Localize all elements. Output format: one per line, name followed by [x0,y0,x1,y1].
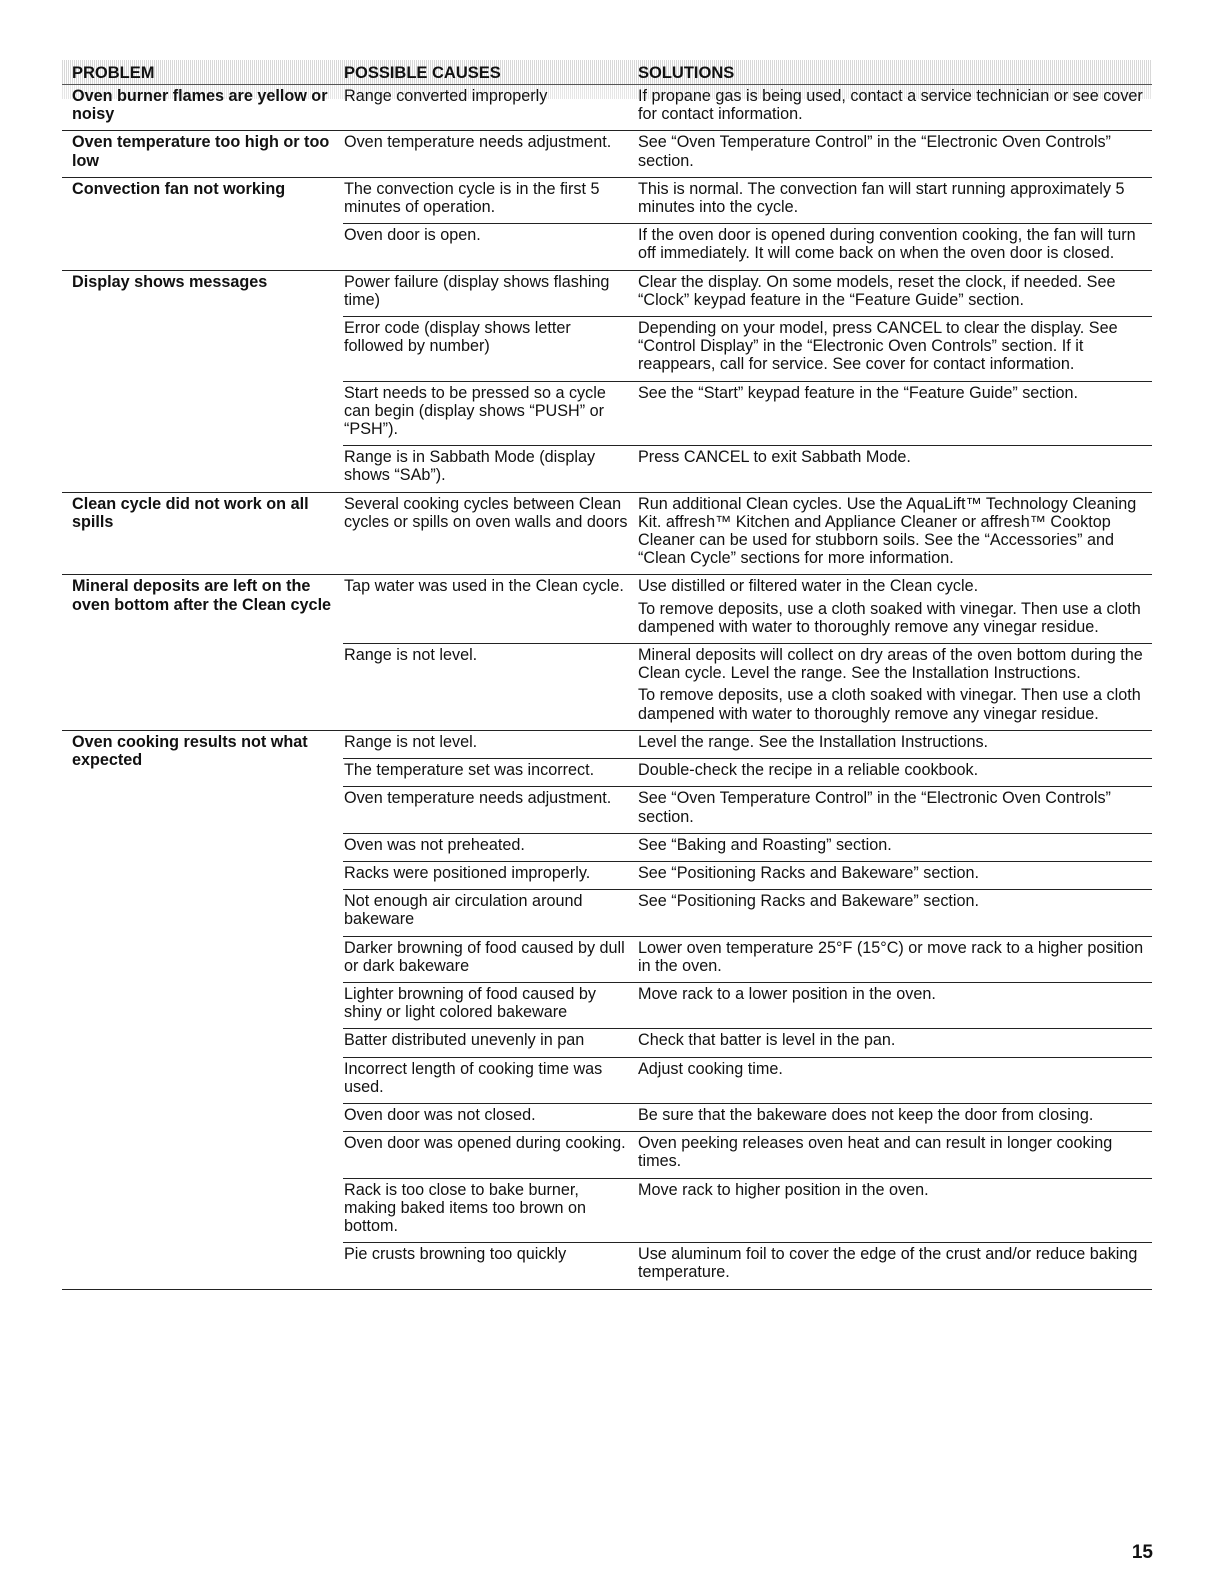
table-row [343,493,1152,575]
cause-cell: The convection cycle is in the first 5 minutes of operation. [344,179,600,217]
solution-cell [638,761,1152,779]
cause-rows [343,493,1152,575]
problem-cell: Mineral deposits are left on the oven bottom after the Clean cycle [72,577,332,614]
solution-cell [638,733,1152,751]
cause-cell: Error code (display shows letter followed by number) [344,319,571,356]
solution-cell [638,273,1152,309]
cause-cell: Tap water was used in the Clean cycle. [344,577,624,596]
cause-cell: Oven door was not closed. [344,1105,536,1124]
solution-text: Press CANCEL to exit Sabbath Mode. [638,448,911,467]
cause-rows [343,131,1152,176]
solution-text: Double-check the recipe in a reliable cookbook. [638,761,979,780]
solution-text: Oven peeking releases oven heat and can result in longer cooking times. [638,1134,1113,1171]
solution-text: Check that batter is level in the pan. [638,1031,896,1050]
solution-text: To remove deposits, use a cloth soaked with vinegar. Then use a cloth dampened with water to thoroughly remove any vinegar residue. [638,599,1141,636]
cause-cell: Not enough air circulation around bakeware [344,892,583,929]
solution-text: Level the range. See the Installation Instructions. [638,732,989,751]
table-row [343,223,1152,269]
solution-text: Adjust cooking time. [638,1059,783,1078]
solution-cell [638,1181,1152,1236]
table-row [343,786,1152,832]
cause-rows [343,575,1152,729]
cause-cell: Oven temperature needs adjustment. [344,789,612,808]
table-row [343,731,1152,758]
solution-cell [638,1245,1152,1281]
solution-text: To remove deposits, use a cloth soaked with vinegar. Then use a cloth dampened with water to thoroughly remove any vinegar residue. [638,686,1141,723]
problem-cell: Display shows messages [72,272,268,291]
problem-group [62,131,1152,177]
solution-cell [638,448,1152,484]
table-row [343,982,1152,1028]
solution-text: See “Baking and Roasting” section. [638,835,892,854]
cause-cell: Pie crusts browning too quickly [344,1245,567,1264]
solution-text: Mineral deposits will collect on dry areas of the oven bottom during the Clean cycle. Level the range. See the Installation Instructions. [638,646,1143,683]
cause-cell: Several cooking cycles between Clean cycles or spills on oven walls and doors [344,494,628,531]
solution-cell [638,319,1152,374]
solution-cell [638,495,1152,568]
problem-group [62,85,1152,131]
table-row [343,1057,1152,1103]
problem-cell: Convection fan not working [72,179,286,198]
cause-cell: Batter distributed unevenly in pan [344,1031,585,1050]
cause-cell: Darker browning of food caused by dull or dark bakeware [344,938,625,975]
cause-cell: The temperature set was incorrect. [344,761,595,780]
solution-cell [638,939,1152,975]
table-row [343,1178,1152,1243]
table-row [343,381,1152,446]
problem-cell: Oven burner flames are yellow or noisy [72,87,328,124]
problem-cell: Oven cooking results not what expected [72,732,308,770]
cause-rows [343,731,1152,1289]
cause-cell: Oven door was opened during cooking. [344,1134,626,1153]
cause-cell: Oven door is open. [344,226,481,245]
table-row [343,131,1152,176]
solution-text: Run additional Clean cycles. Use the AquaLift™ Technology Cleaning Kit. affresh™ Kitchen and Appliance Cleaner or affresh™ Cooktop Cleaner can be used for stubborn soils. See the “Accessories” and “Clean Cycle” sections for more information. [638,494,1137,568]
table-row [343,833,1152,861]
cause-cell: Racks were positioned improperly. [344,863,591,882]
solution-cell [638,87,1152,123]
solution-text: See “Oven Temperature Control” in the “Electronic Oven Controls” section. [638,133,1111,170]
solution-cell [638,789,1152,825]
solution-cell [638,1060,1152,1096]
problem-group [62,493,1152,576]
solution-cell [638,226,1152,262]
table-row [343,178,1152,223]
solution-text: See “Oven Temperature Control” in the “Electronic Oven Controls” section. [638,789,1111,826]
problem-cell: Clean cycle did not work on all spills [72,494,309,531]
problem-group [62,178,1152,271]
solution-cell [638,864,1152,882]
solution-cell [638,892,1152,928]
solution-text: Use distilled or filtered water in the Clean cycle. [638,577,979,596]
cause-cell: Lighter browning of food caused by shiny or light colored bakeware [344,984,596,1022]
solution-text: Be sure that the bakeware does not keep the door from closing. [638,1105,1094,1124]
solution-text: Use aluminum foil to cover the edge of the crust and/or reduce baking temperature. [638,1245,1138,1282]
table-row [343,1028,1152,1056]
table-row [343,1131,1152,1177]
solution-text: If the oven door is opened during convention cooking, the fan will turn off immediately. It will come back on when the oven door is closed. [638,226,1136,263]
solution-text: Clear the display. On some models, reset the clock, if needed. See “Clock” keypad feature in the “Feature Guide” section. [638,272,1116,309]
table-body [62,85,1152,1290]
cause-cell: Range is in Sabbath Mode (display shows “SAb”). [344,448,596,485]
table-row [343,316,1152,381]
solution-text: Depending on your model, press CANCEL to clear the display. See “Control Display” in the “Electronic Oven Controls” section. If it reappears, call for service. See cover for contact information. [638,319,1118,374]
solution-text: Move rack to higher position in the oven. [638,1180,929,1199]
table-row [343,445,1152,491]
solution-text: See the “Start” keypad feature in the “Feature Guide” section. [638,383,1078,402]
solution-cell [638,180,1152,216]
table-row [343,936,1152,982]
solution-cell [638,384,1152,439]
cause-cell: Start needs to be pressed so a cycle can begin (display shows “PUSH” or “PSH”). [344,383,606,439]
table-header [62,60,1152,85]
problem-group [62,271,1152,493]
solution-text: Lower oven temperature 25°F (15°C) or move rack to a higher position in the oven. [638,938,1144,975]
solution-cell [638,133,1152,169]
solution-cell [638,1031,1152,1049]
problem-group [62,575,1152,730]
solution-cell [638,646,1152,723]
solution-cell [638,577,1152,636]
problem-cell: Oven temperature too high or too low [72,133,330,170]
table-row [343,271,1152,316]
solution-text: This is normal. The convection fan will start running approximately 5 minutes into the cycle. [638,179,1125,217]
solution-text: See “Positioning Racks and Bakeware” section. [638,863,980,882]
problem-group [62,731,1152,1290]
solution-cell [638,836,1152,854]
table-row [343,1103,1152,1131]
header-causes: POSSIBLE CAUSES [344,64,501,82]
cause-cell: Oven was not preheated. [344,835,525,854]
cause-cell: Incorrect length of cooking time was used. [344,1059,603,1096]
header-solutions: SOLUTIONS [638,64,735,82]
header-problem: PROBLEM [72,64,155,82]
cause-cell: Range is not level. [344,646,478,665]
table-row [343,861,1152,889]
cause-cell: Range converted improperly [344,87,548,105]
solution-cell [638,1134,1152,1170]
table-row [343,643,1152,730]
table-row [343,889,1152,935]
troubleshooting-table [62,60,1152,1290]
cause-rows [343,271,1152,492]
table-row [343,575,1152,643]
page-number: 15 [1131,1542,1153,1563]
solution-cell [638,985,1152,1021]
table-row [343,1242,1152,1288]
cause-rows [343,85,1152,130]
solution-text: If propane gas is being used, contact a service technician or see cover for contact information. [638,87,1143,124]
table-row [343,758,1152,786]
cause-cell: Range is not level. [344,732,478,751]
cause-rows [343,178,1152,270]
solution-text: Move rack to a lower position in the oven. [638,984,936,1003]
cause-cell: Power failure (display shows flashing time) [344,272,610,309]
cause-cell: Oven temperature needs adjustment. [344,133,612,152]
solution-text: See “Positioning Racks and Bakeware” section. [638,892,980,911]
table-row [343,85,1152,130]
solution-cell [638,1106,1152,1124]
cause-cell: Rack is too close to bake burner, making baked items too brown on bottom. [344,1180,587,1235]
